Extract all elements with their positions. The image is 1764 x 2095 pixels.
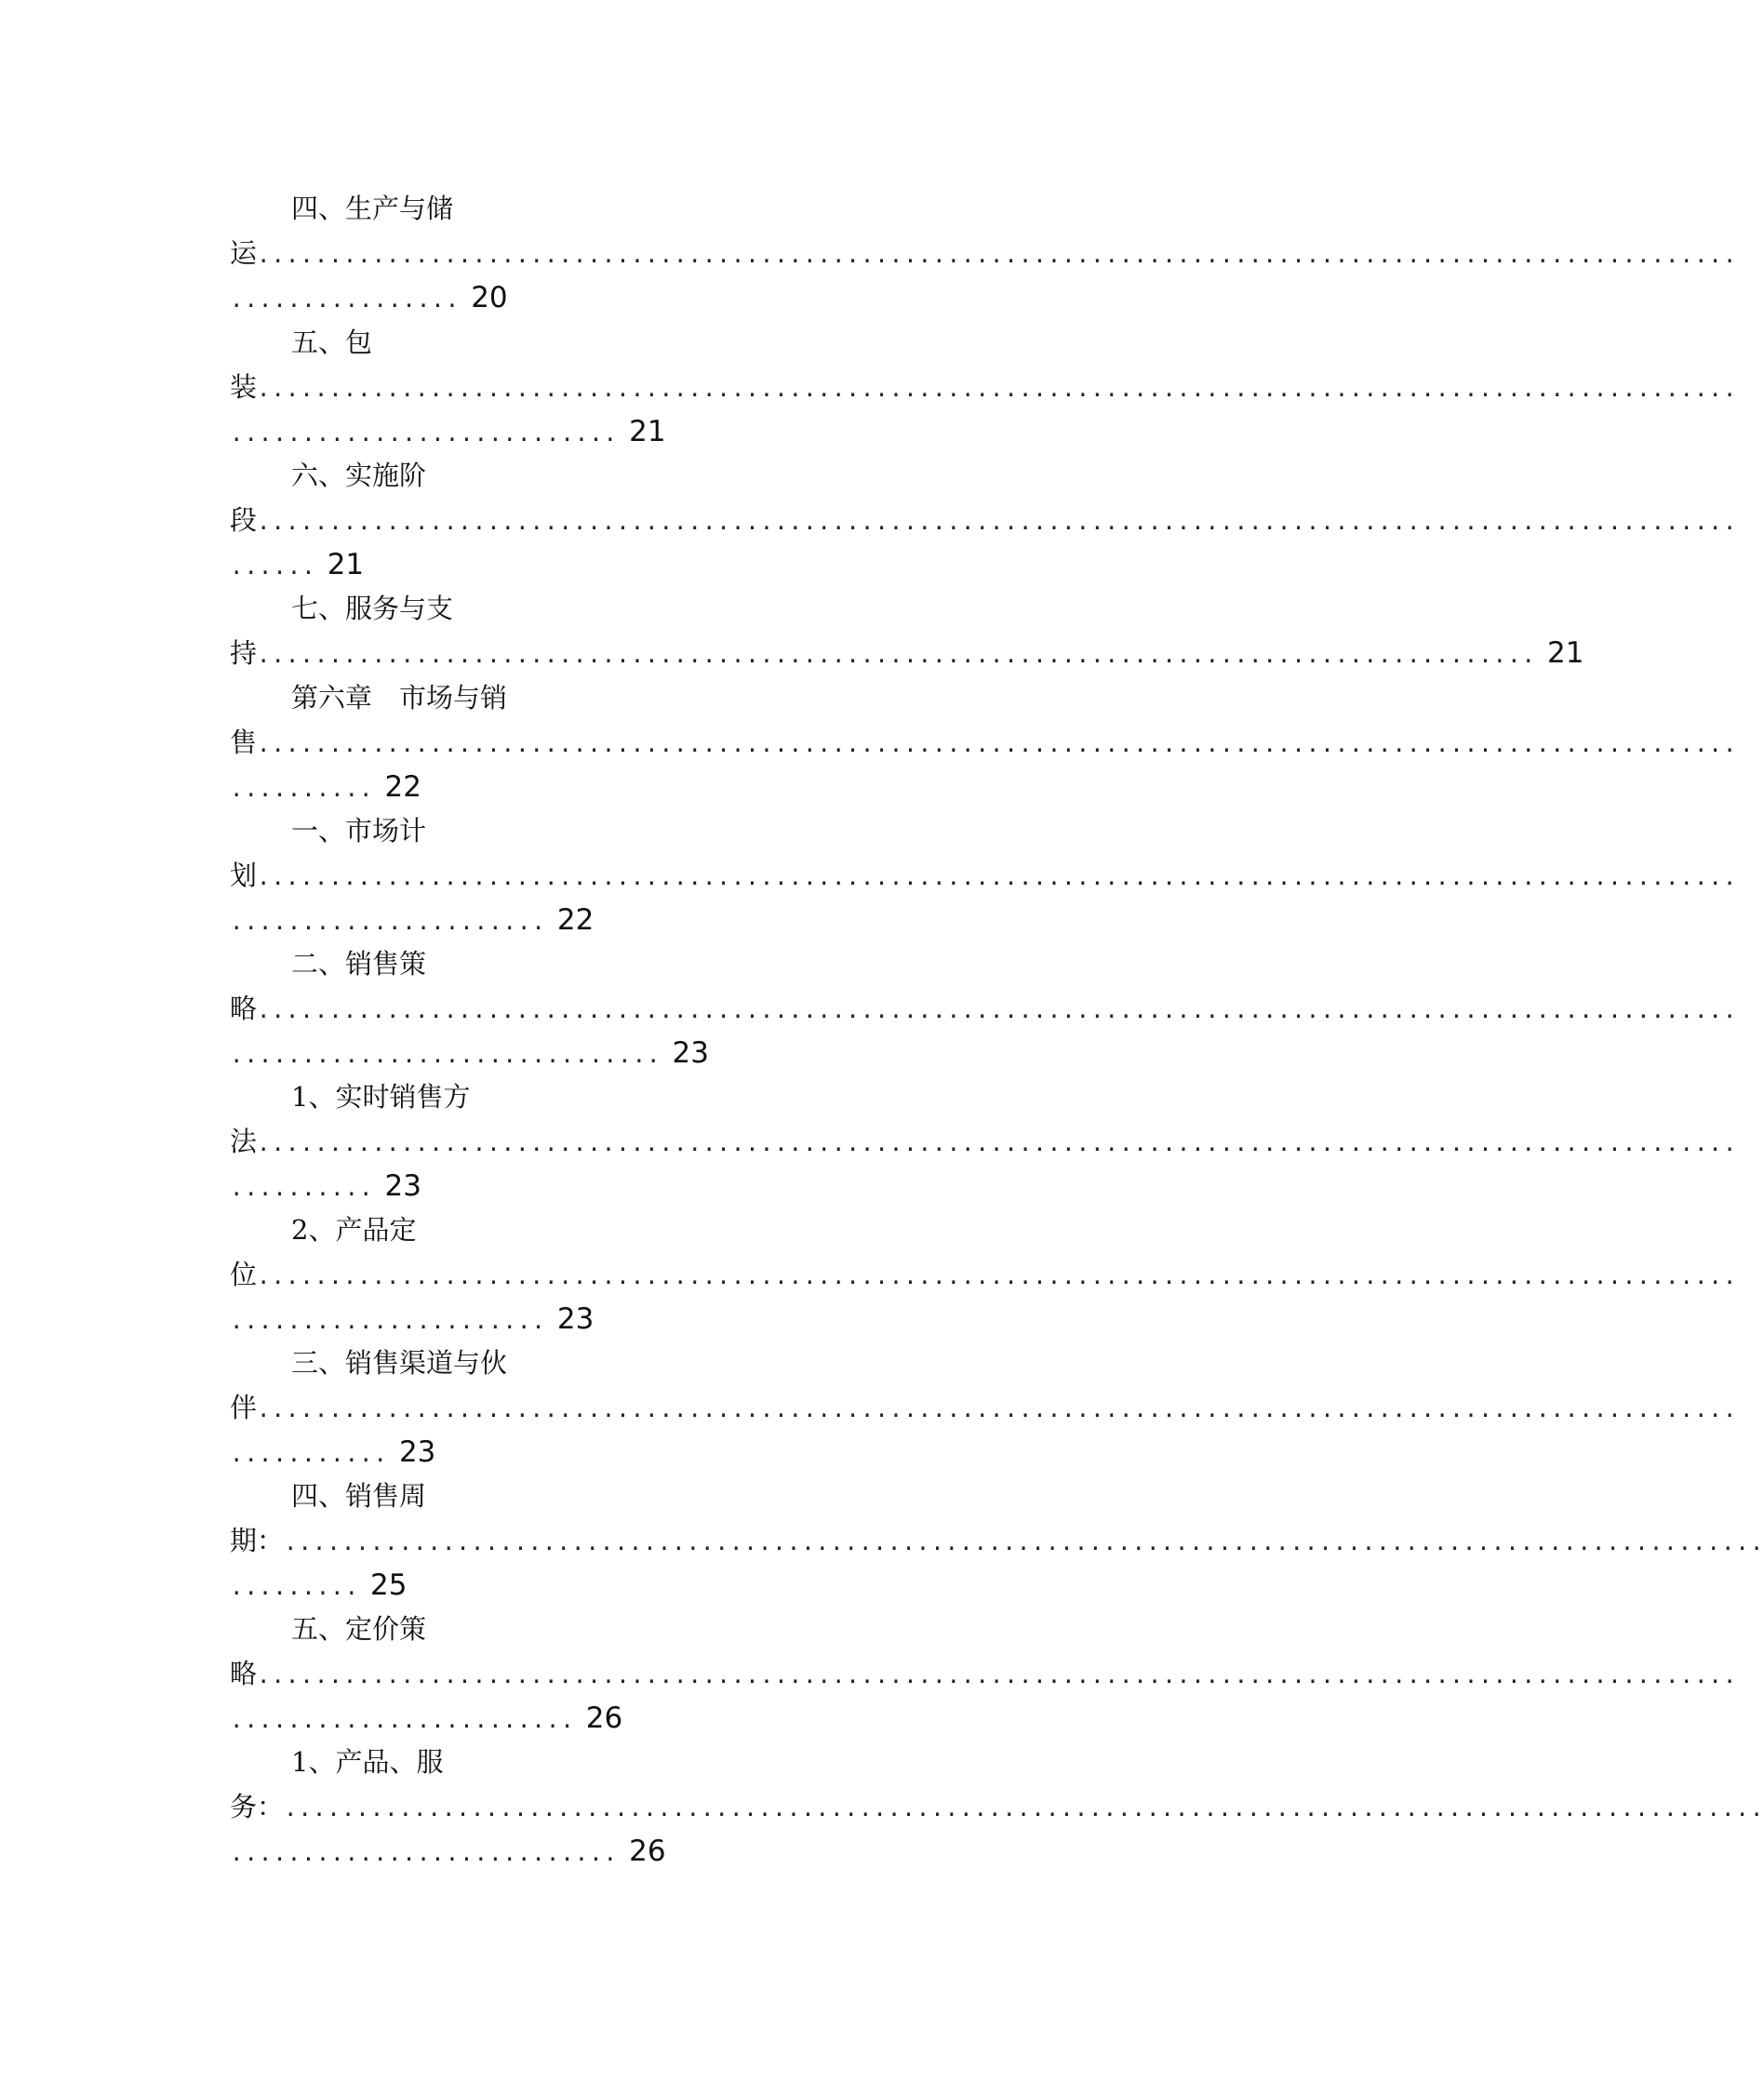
dot-leader: ....................................................................................................... xyxy=(284,1529,1764,1555)
dot-leader: .......... xyxy=(230,776,374,802)
dot-leader: ....................................................................................................... xyxy=(284,1795,1764,1821)
dot-leader: ......... xyxy=(230,1574,360,1600)
dot-leader: ......................................................................................... xyxy=(257,642,1536,668)
toc-entry-lead-char: 法 xyxy=(230,1126,258,1157)
dot-leader: ...................... xyxy=(230,1308,546,1334)
toc-entry-lead-char: 段 xyxy=(230,504,258,536)
toc-entry-lead-char: 略 xyxy=(230,993,258,1024)
toc-entry-title: 2、产品定 xyxy=(291,1214,417,1246)
toc-leader-line xyxy=(230,366,1738,409)
dot-leader: ....................................................................................................... xyxy=(257,864,1738,890)
toc-page-number: 22 xyxy=(556,903,595,937)
toc-leader-line xyxy=(230,632,1584,675)
dot-leader: .............................. xyxy=(230,1042,662,1068)
dot-leader: ....................................................................................................... xyxy=(257,1263,1738,1289)
toc-entry-lead-char: 位 xyxy=(230,1259,258,1290)
dot-leader: ........................... xyxy=(230,420,619,447)
toc-page-number: 25 xyxy=(370,1568,408,1602)
toc-page-number: 23 xyxy=(398,1435,436,1469)
toc-page-line xyxy=(230,410,666,454)
toc-entry-lead-char: 运 xyxy=(230,237,258,269)
toc-page-number: 23 xyxy=(384,1169,421,1203)
toc-page-line xyxy=(230,766,421,809)
dot-leader: ........................... xyxy=(230,1840,619,1866)
dot-leader: ....................................................................................................... xyxy=(257,1396,1738,1422)
toc-page-number: 26 xyxy=(629,1835,666,1868)
dot-leader: ....................................................................................................... xyxy=(257,1662,1738,1688)
toc-leader-line xyxy=(230,1652,1738,1696)
toc-leader-line xyxy=(230,1120,1738,1164)
dot-leader: ........... xyxy=(230,1441,388,1467)
toc-entry-title: 四、生产与储 xyxy=(291,193,454,224)
toc-entry-lead-char: 伴 xyxy=(230,1392,258,1423)
toc-leader-line xyxy=(230,499,1738,542)
toc-entry-title: 三、销售渠道与伙 xyxy=(291,1347,508,1379)
toc-page-line xyxy=(230,899,594,942)
toc-entry-title: 一、市场计 xyxy=(291,815,427,847)
toc-page-line xyxy=(230,1431,435,1475)
toc-entry-title: 1、产品、服 xyxy=(291,1746,444,1778)
toc-page-line xyxy=(230,1697,622,1741)
toc-entry-lead-char: 务： xyxy=(230,1791,285,1822)
toc-page-line xyxy=(230,1564,408,1608)
toc-page-number: 21 xyxy=(327,548,365,581)
toc-page-line xyxy=(230,1298,594,1341)
toc-page-number: 26 xyxy=(585,1701,623,1735)
toc-page-number: 23 xyxy=(556,1302,595,1336)
toc-entry-lead-char: 期： xyxy=(230,1525,285,1556)
toc-leader-line xyxy=(230,1519,1764,1563)
toc-page-number: 22 xyxy=(384,770,421,804)
toc-leader-line xyxy=(230,1785,1764,1829)
dot-leader: ....................................................................................................... xyxy=(257,997,1738,1023)
dot-leader: ....................................................................................................... xyxy=(257,509,1738,535)
toc-page-number: 21 xyxy=(1547,636,1584,670)
toc-entry-title: 1、实时销售方 xyxy=(291,1081,471,1113)
dot-leader: ....................................................................................................... xyxy=(257,376,1738,402)
toc-page-number: 20 xyxy=(471,281,508,314)
toc-page-line xyxy=(230,1830,666,1874)
dot-leader: ....................................................................................................... xyxy=(257,1130,1738,1156)
toc-entry-title: 四、销售周 xyxy=(291,1480,427,1512)
toc-entry-lead-char: 划 xyxy=(230,860,258,891)
toc-page-line xyxy=(230,1032,709,1075)
toc-entry-lead-char: 售 xyxy=(230,727,258,758)
toc-entry-lead-char: 略 xyxy=(230,1658,258,1689)
dot-leader: .......... xyxy=(230,1175,374,1201)
toc-leader-line xyxy=(230,987,1738,1031)
dot-leader: ....................................................................................................... xyxy=(257,731,1738,757)
toc-page-line xyxy=(230,1165,421,1208)
toc-page-number: 23 xyxy=(672,1036,709,1070)
toc-entry-title: 第六章 市场与销 xyxy=(291,682,508,714)
toc-entry-title: 五、包 xyxy=(291,327,373,358)
toc-leader-line xyxy=(230,854,1738,898)
toc-leader-line xyxy=(230,1386,1738,1430)
dot-leader: ....................................................................................................... xyxy=(257,242,1738,268)
dot-leader: ................ xyxy=(230,287,461,313)
toc-leader-line xyxy=(230,232,1738,275)
dot-leader: ........................ xyxy=(230,1707,575,1733)
toc-page-line xyxy=(230,276,508,320)
toc-entry-title: 六、实施阶 xyxy=(291,460,427,491)
toc-entry-lead-char: 装 xyxy=(230,371,258,403)
toc-leader-line xyxy=(230,1253,1738,1297)
toc-leader-line xyxy=(230,721,1738,765)
dot-leader: ...................... xyxy=(230,909,546,935)
toc-entry-title: 二、销售策 xyxy=(291,948,427,980)
toc-entry-title: 七、服务与支 xyxy=(291,593,454,624)
toc-page-number: 21 xyxy=(629,415,666,448)
dot-leader: ...... xyxy=(230,554,316,580)
toc-page-line xyxy=(230,543,364,587)
toc-entry-lead-char: 持 xyxy=(230,637,258,669)
toc-entry-title: 五、定价策 xyxy=(291,1613,427,1645)
